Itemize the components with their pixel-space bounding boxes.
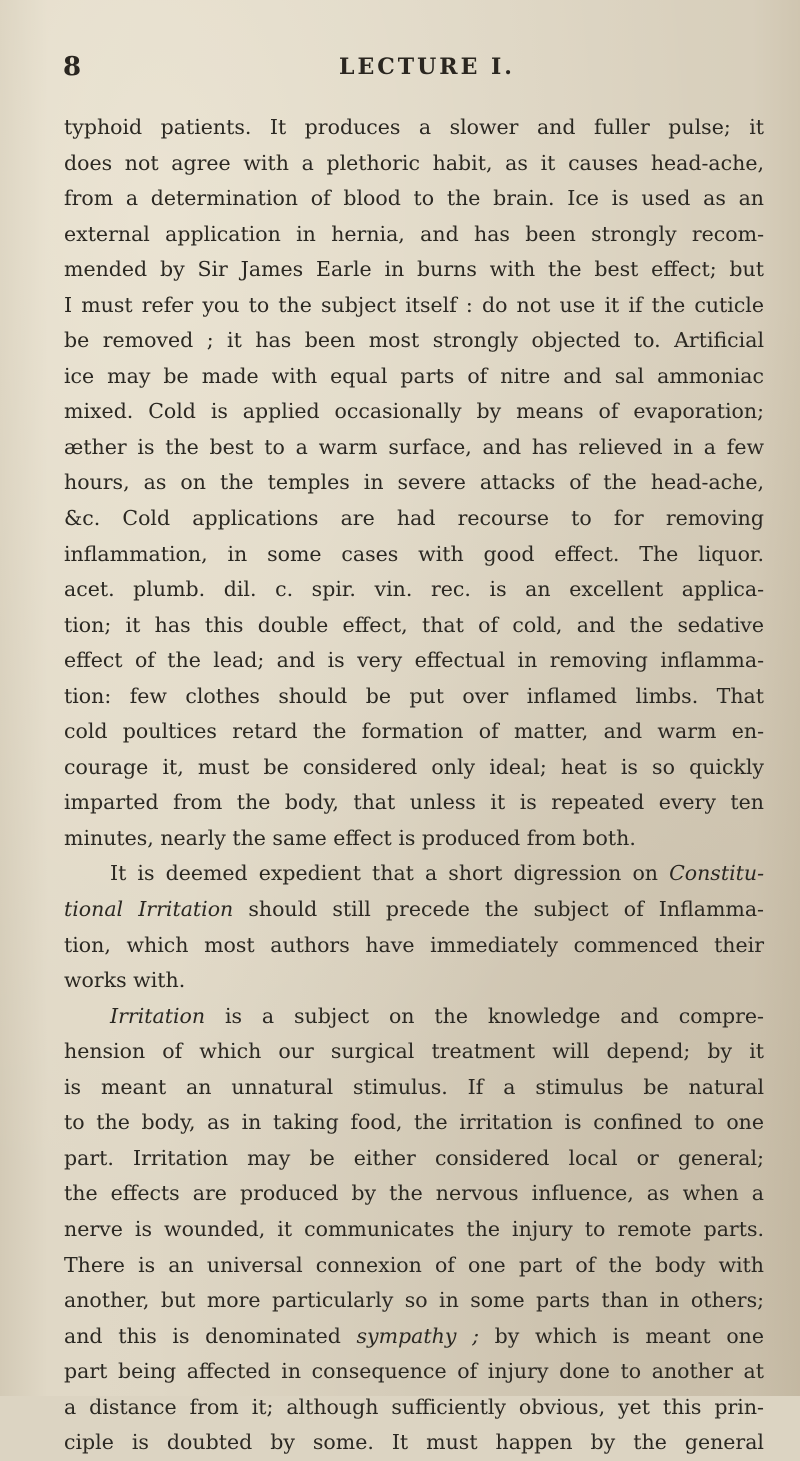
- text-span: It is deemed expedient that a short digression on: [110, 861, 670, 886]
- text-line: a distance from it; although sufficiently obvious, yet this prin-: [64, 1394, 764, 1419]
- text-line: tion, which most authors have immediately commenced their: [64, 932, 764, 957]
- text-line: effect of the lead; and is very effectual in removing inflamma-: [64, 648, 764, 673]
- text-line: I must refer you to the subject itself : do not use it if the cuticle: [64, 292, 764, 317]
- text-line: æther is the best to a warm surface, and has relieved in a few: [64, 434, 764, 459]
- text-line: [64, 999, 764, 1035]
- text-line: minutes, nearly the same effect is produced from both.: [64, 825, 636, 850]
- text-line: ciple is doubted by some. It must happen by the general: [64, 1430, 764, 1455]
- text-line: typhoid patients. It produces a slower and fuller pulse; it: [64, 115, 764, 139]
- text-line: external application in hernia, and has been strongly recom-: [64, 221, 764, 246]
- text-line: part being affected in consequence of injury done to another at: [64, 1359, 764, 1384]
- text-line: imparted from the body, that unless it is repeated every ten: [64, 790, 764, 815]
- text-line: be removed ; it has been most strongly objected to. Artificial: [64, 328, 764, 353]
- text-line: mixed. Cold is applied occasionally by means of evaporation;: [64, 399, 764, 424]
- text-line: from a determination of blood to the brain. Ice is used as an: [64, 186, 764, 211]
- text-span: is a subject on the knowledge and compre-: [205, 1003, 764, 1028]
- text-line: part. Irritation may be either considered local or general;: [64, 1145, 764, 1170]
- page-header: [0, 52, 800, 92]
- text-line: There is an universal connexion of one part of the body with: [64, 1252, 764, 1277]
- text-line: works with.: [64, 968, 186, 993]
- text-line: acet. plumb. dil. c. spir. vin. rec. is an excellent applica-: [64, 577, 764, 602]
- text-line: [64, 892, 764, 928]
- text-line: courage it, must be considered only ideal; heat is so quickly: [64, 754, 764, 779]
- body-text: [64, 110, 764, 1461]
- text-span: should still precede the subject of Inflamma-: [233, 897, 764, 922]
- text-line: to the body, as in taking food, the irritation is confined to one: [64, 1110, 764, 1135]
- text-line: inflammation, in some cases with good effect. The liquor.: [64, 541, 764, 566]
- text-line: does not agree with a plethoric habit, as it causes head-ache,: [64, 150, 764, 175]
- text-line: the effects are produced by the nervous influence, as when a: [64, 1181, 764, 1206]
- text-line: tion; it has this double effect, that of cold, and the sedative: [64, 612, 764, 637]
- text-span: by which is meant one: [479, 1323, 764, 1348]
- text-line: mended by Sir James Earle in burns with the best effect; but: [64, 257, 764, 282]
- running-head: LECTURE I.: [339, 54, 515, 80]
- italic-term: Constitu-: [669, 861, 764, 886]
- text-line: hours, as on the temples in severe attacks of the head-ache,: [64, 470, 764, 495]
- italic-term: Irritation: [110, 1003, 206, 1028]
- page-number: 8: [63, 52, 82, 82]
- italic-term: tional Irritation: [64, 897, 234, 922]
- text-line: hension of which our surgical treatment will depend; by it: [64, 1039, 764, 1064]
- text-line: another, but more particularly so in some parts than in others;: [64, 1288, 764, 1313]
- text-line: cold poultices retard the formation of matter, and warm en-: [64, 719, 764, 744]
- text-span: and this is denominated: [64, 1323, 357, 1348]
- text-line: is meant an unnatural stimulus. If a stimulus be natural: [64, 1074, 764, 1099]
- text-line: tion: few clothes should be put over inflamed limbs. That: [64, 683, 764, 708]
- text-line: &c. Cold applications are had recourse to for removing: [64, 506, 764, 531]
- text-line: [64, 856, 764, 892]
- text-line: nerve is wounded, it communicates the injury to remote parts.: [64, 1216, 764, 1241]
- text-line: ice may be made with equal parts of nitre and sal ammoniac: [64, 363, 764, 388]
- text-line: [64, 1319, 764, 1355]
- italic-term: sympathy ;: [356, 1323, 479, 1348]
